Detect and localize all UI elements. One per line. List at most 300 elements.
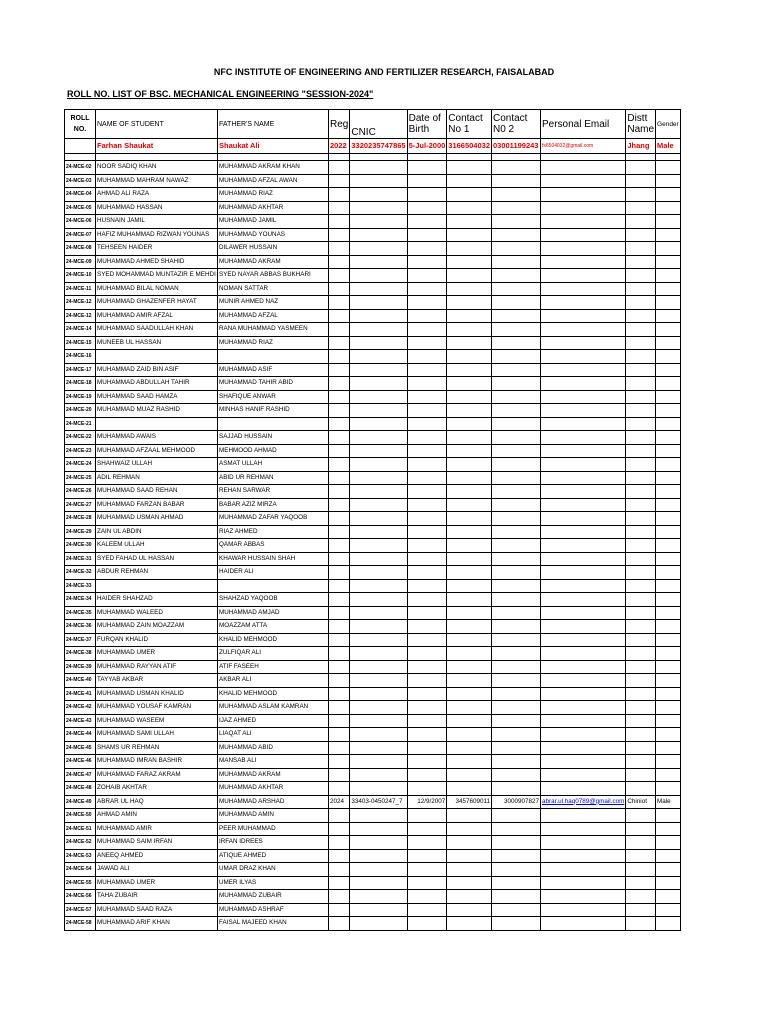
roll-cell: 24-MCE-43 bbox=[65, 714, 96, 728]
reg-cell bbox=[329, 890, 350, 904]
reg-cell bbox=[329, 201, 350, 215]
contact2-cell bbox=[492, 350, 541, 364]
roll-cell: 24-MCE-46 bbox=[65, 755, 96, 769]
roll-cell: 24-MCE-28 bbox=[65, 512, 96, 526]
header-dob: Date of Birth bbox=[407, 110, 447, 139]
reg-cell bbox=[329, 863, 350, 877]
name-cell: HUSNAIN JAMIL bbox=[96, 215, 218, 229]
cnic-cell bbox=[350, 471, 407, 485]
gender-cell bbox=[656, 863, 681, 877]
email-cell bbox=[541, 539, 626, 553]
contact2-cell bbox=[492, 309, 541, 323]
gender-cell bbox=[656, 390, 681, 404]
distt-cell bbox=[626, 863, 656, 877]
name-cell: MUHAMMAD YOUSAF KAMRAN bbox=[96, 701, 218, 715]
gender-cell bbox=[656, 309, 681, 323]
dob-cell bbox=[407, 863, 447, 877]
gender-cell bbox=[656, 809, 681, 823]
cnic-cell bbox=[350, 458, 407, 472]
cnic-cell bbox=[350, 822, 407, 836]
contact1-cell bbox=[447, 404, 492, 418]
contact1-cell bbox=[447, 201, 492, 215]
contact1-cell bbox=[447, 296, 492, 310]
father-cell: PEER MUHAMMAD bbox=[218, 822, 329, 836]
name-cell: SHAMS UR REHMAN bbox=[96, 741, 218, 755]
email-cell bbox=[541, 863, 626, 877]
contact1-cell bbox=[447, 890, 492, 904]
roll-cell: 24-MCE-09 bbox=[65, 255, 96, 269]
contact1-cell bbox=[447, 471, 492, 485]
contact2-cell bbox=[492, 188, 541, 202]
reg-cell bbox=[329, 242, 350, 256]
table-row bbox=[65, 890, 681, 904]
contact1-cell bbox=[447, 633, 492, 647]
contact1-cell bbox=[447, 606, 492, 620]
roll-cell: 24-MCE-16 bbox=[65, 350, 96, 364]
cnic-cell bbox=[350, 660, 407, 674]
distt-cell bbox=[626, 161, 656, 175]
father-cell: MUHAMMAD AKHTAR bbox=[218, 201, 329, 215]
email-cell bbox=[541, 350, 626, 364]
contact1-cell bbox=[447, 485, 492, 499]
gender-cell bbox=[656, 728, 681, 742]
table-row bbox=[65, 566, 681, 580]
name-cell: MUHAMMAD SAAD RAZA bbox=[96, 903, 218, 917]
contact1-cell bbox=[447, 512, 492, 526]
reg-cell bbox=[329, 674, 350, 688]
distt-cell bbox=[626, 336, 656, 350]
dob-cell bbox=[407, 350, 447, 364]
distt-cell bbox=[626, 849, 656, 863]
reg-cell bbox=[329, 431, 350, 445]
father-cell: MUHAMMAD ARSHAD bbox=[218, 795, 329, 809]
cnic-cell bbox=[350, 849, 407, 863]
gender-cell bbox=[656, 174, 681, 188]
name-cell: MUHAMMAD USMAN AHMAD bbox=[96, 512, 218, 526]
sample-contact2: 03001199243 bbox=[492, 139, 541, 154]
email-cell bbox=[541, 390, 626, 404]
cnic-cell bbox=[350, 687, 407, 701]
father-cell: MUHAMMAD JAMIL bbox=[218, 215, 329, 229]
distt-cell bbox=[626, 296, 656, 310]
table-row bbox=[65, 485, 681, 499]
cnic-cell bbox=[350, 377, 407, 391]
name-cell: AHMAD AMIN bbox=[96, 809, 218, 823]
name-cell bbox=[96, 579, 218, 593]
roll-cell: 24-MCE-14 bbox=[65, 323, 96, 337]
email-cell bbox=[541, 498, 626, 512]
reg-cell bbox=[329, 336, 350, 350]
contact2-cell bbox=[492, 431, 541, 445]
distt-cell bbox=[626, 350, 656, 364]
name-cell: MUHAMMAD AMIR bbox=[96, 822, 218, 836]
email-cell bbox=[541, 188, 626, 202]
reg-cell bbox=[329, 390, 350, 404]
dob-cell bbox=[407, 485, 447, 499]
contact2-cell bbox=[492, 161, 541, 175]
roll-cell: 24-MCE-20 bbox=[65, 404, 96, 418]
reg-cell bbox=[329, 296, 350, 310]
email-cell bbox=[541, 282, 626, 296]
roll-cell: 24-MCE-27 bbox=[65, 498, 96, 512]
father-cell: RIAZ AHMED bbox=[218, 525, 329, 539]
contact1-cell bbox=[447, 498, 492, 512]
header-contact2: Contact N0 2 bbox=[492, 110, 541, 139]
cnic-cell bbox=[350, 431, 407, 445]
contact1-cell bbox=[447, 525, 492, 539]
distt-cell bbox=[626, 417, 656, 431]
email-cell[interactable]: abrar.ul.haq0789@gmail.com bbox=[541, 795, 626, 809]
contact2-cell bbox=[492, 714, 541, 728]
reg-cell bbox=[329, 579, 350, 593]
name-cell: MUHAMMAD GHAZENFER HAYAT bbox=[96, 296, 218, 310]
cnic-cell bbox=[350, 903, 407, 917]
table-row bbox=[65, 309, 681, 323]
dob-cell bbox=[407, 404, 447, 418]
contact1-cell bbox=[447, 741, 492, 755]
dob-cell bbox=[407, 890, 447, 904]
table-row bbox=[65, 404, 681, 418]
father-cell: IRFAN IDREES bbox=[218, 836, 329, 850]
distt-cell bbox=[626, 714, 656, 728]
distt-cell bbox=[626, 174, 656, 188]
email-cell bbox=[541, 903, 626, 917]
cnic-cell bbox=[350, 485, 407, 499]
father-cell: MUHAMMAD RIAZ bbox=[218, 188, 329, 202]
contact1-cell bbox=[447, 755, 492, 769]
header-email: Personal Email bbox=[541, 110, 626, 139]
email-cell bbox=[541, 201, 626, 215]
contact1-cell bbox=[447, 269, 492, 283]
roll-cell: 24-MCE-49 bbox=[65, 795, 96, 809]
cnic-cell bbox=[350, 782, 407, 796]
table-row bbox=[65, 863, 681, 877]
contact1-cell bbox=[447, 323, 492, 337]
roll-cell: 24-MCE-22 bbox=[65, 431, 96, 445]
father-cell: REHAN SARWAR bbox=[218, 485, 329, 499]
dob-cell bbox=[407, 242, 447, 256]
distt-cell bbox=[626, 323, 656, 337]
contact1-cell bbox=[447, 917, 492, 931]
father-cell: NOMAN SATTAR bbox=[218, 282, 329, 296]
header-cnic: CNIC bbox=[350, 110, 407, 139]
distt-cell bbox=[626, 593, 656, 607]
contact1-cell bbox=[447, 701, 492, 715]
table-row bbox=[65, 417, 681, 431]
roll-cell: 24-MCE-26 bbox=[65, 485, 96, 499]
roll-cell: 24-MCE-48 bbox=[65, 782, 96, 796]
reg-cell bbox=[329, 849, 350, 863]
father-cell: MUHAMMAD AKHTAR bbox=[218, 782, 329, 796]
cnic-cell bbox=[350, 242, 407, 256]
name-cell: MUHAMMAD MAHRAM NAWAZ bbox=[96, 174, 218, 188]
cnic-cell bbox=[350, 633, 407, 647]
email-cell bbox=[541, 215, 626, 229]
father-cell: BABAR AZIZ MIRZA bbox=[218, 498, 329, 512]
contact2-cell bbox=[492, 606, 541, 620]
contact2-cell bbox=[492, 498, 541, 512]
contact2-cell bbox=[492, 417, 541, 431]
gender-cell bbox=[656, 782, 681, 796]
sample-name: Farhan Shaukat bbox=[96, 139, 218, 154]
contact1-cell bbox=[447, 228, 492, 242]
cnic-cell bbox=[350, 917, 407, 931]
contact1-cell bbox=[447, 431, 492, 445]
gender-cell bbox=[656, 431, 681, 445]
dob-cell bbox=[407, 755, 447, 769]
dob-cell bbox=[407, 417, 447, 431]
contact1-cell bbox=[447, 336, 492, 350]
roll-cell: 24-MCE-12 bbox=[65, 296, 96, 310]
reg-cell bbox=[329, 525, 350, 539]
table-row bbox=[65, 444, 681, 458]
email-cell bbox=[541, 849, 626, 863]
email-cell bbox=[541, 660, 626, 674]
sample-row bbox=[65, 139, 681, 154]
gender-cell bbox=[656, 849, 681, 863]
header-gender: Gender bbox=[656, 110, 681, 139]
contact2-cell bbox=[492, 174, 541, 188]
email-cell bbox=[541, 485, 626, 499]
gender-cell bbox=[656, 377, 681, 391]
roll-cell: 24-MCE-45 bbox=[65, 741, 96, 755]
father-cell: MUHAMMAD AKRAM bbox=[218, 255, 329, 269]
distt-cell bbox=[626, 660, 656, 674]
gender-cell bbox=[656, 498, 681, 512]
dob-cell bbox=[407, 849, 447, 863]
reg-cell bbox=[329, 377, 350, 391]
reg-cell bbox=[329, 255, 350, 269]
email-cell bbox=[541, 755, 626, 769]
cnic-cell bbox=[350, 539, 407, 553]
gender-cell bbox=[656, 701, 681, 715]
distt-cell bbox=[626, 201, 656, 215]
roll-cell: 24-MCE-04 bbox=[65, 188, 96, 202]
distt-cell bbox=[626, 242, 656, 256]
distt-cell bbox=[626, 512, 656, 526]
table-row bbox=[65, 188, 681, 202]
roll-cell: 24-MCE-52 bbox=[65, 836, 96, 850]
father-cell: RANA MUHAMMAD YASMEEN bbox=[218, 323, 329, 337]
dob-cell: 12/9/2007 bbox=[407, 795, 447, 809]
reg-cell bbox=[329, 687, 350, 701]
email-cell bbox=[541, 836, 626, 850]
reg-cell bbox=[329, 363, 350, 377]
table-row bbox=[65, 701, 681, 715]
roll-cell: 24-MCE-08 bbox=[65, 242, 96, 256]
reg-cell bbox=[329, 876, 350, 890]
cnic-cell bbox=[350, 768, 407, 782]
header-name: NAME OF STUDENT bbox=[96, 110, 218, 139]
father-cell: ATIF FASEEH bbox=[218, 660, 329, 674]
distt-cell bbox=[626, 701, 656, 715]
dob-cell bbox=[407, 458, 447, 472]
table-row bbox=[65, 660, 681, 674]
reg-cell bbox=[329, 161, 350, 175]
name-cell: SYED FAHAD UL HASSAN bbox=[96, 552, 218, 566]
dob-cell bbox=[407, 674, 447, 688]
contact2-cell bbox=[492, 863, 541, 877]
contact1-cell bbox=[447, 660, 492, 674]
dob-cell bbox=[407, 431, 447, 445]
spacer-row bbox=[65, 154, 681, 161]
contact1-cell bbox=[447, 903, 492, 917]
email-cell bbox=[541, 404, 626, 418]
distt-cell bbox=[626, 606, 656, 620]
dob-cell bbox=[407, 647, 447, 661]
distt-cell bbox=[626, 647, 656, 661]
gender-cell bbox=[656, 525, 681, 539]
cnic-cell bbox=[350, 228, 407, 242]
cnic-cell bbox=[350, 714, 407, 728]
contact1-cell bbox=[447, 728, 492, 742]
distt-cell bbox=[626, 525, 656, 539]
table-row bbox=[65, 282, 681, 296]
reg-cell bbox=[329, 417, 350, 431]
contact1-cell bbox=[447, 822, 492, 836]
father-cell bbox=[218, 579, 329, 593]
roll-cell: 24-MCE-34 bbox=[65, 593, 96, 607]
sample-email: fs6504032@gmail.com bbox=[541, 139, 626, 154]
cnic-cell bbox=[350, 876, 407, 890]
distt-cell bbox=[626, 404, 656, 418]
father-cell bbox=[218, 417, 329, 431]
dob-cell bbox=[407, 606, 447, 620]
contact2-cell bbox=[492, 269, 541, 283]
reg-cell bbox=[329, 539, 350, 553]
contact2-cell bbox=[492, 647, 541, 661]
name-cell: MUHAMMAD AHMED SHAHID bbox=[96, 255, 218, 269]
roll-cell: 24-MCE-11 bbox=[65, 282, 96, 296]
roll-cell: 24-MCE-40 bbox=[65, 674, 96, 688]
contact1-cell bbox=[447, 809, 492, 823]
name-cell: MUHAMMAD SAADULLAH KHAN bbox=[96, 323, 218, 337]
table-row bbox=[65, 579, 681, 593]
cnic-cell bbox=[350, 674, 407, 688]
table-row bbox=[65, 876, 681, 890]
contact2-cell bbox=[492, 809, 541, 823]
reg-cell bbox=[329, 282, 350, 296]
cnic-cell bbox=[350, 269, 407, 283]
reg-cell bbox=[329, 755, 350, 769]
name-cell: MUHAMMAD UMER bbox=[96, 876, 218, 890]
contact1-cell bbox=[447, 782, 492, 796]
dob-cell bbox=[407, 768, 447, 782]
table-row bbox=[65, 431, 681, 445]
contact1-cell bbox=[447, 363, 492, 377]
contact1-cell bbox=[447, 768, 492, 782]
roll-number-table bbox=[64, 109, 681, 931]
dob-cell bbox=[407, 188, 447, 202]
name-cell: MUHAMMAD FARZAN BABAR bbox=[96, 498, 218, 512]
roll-cell: 24-MCE-53 bbox=[65, 849, 96, 863]
header-reg: Reg bbox=[329, 110, 350, 139]
contact1-cell bbox=[447, 174, 492, 188]
table-row bbox=[65, 323, 681, 337]
sample-cnic: 3320235747865 bbox=[350, 139, 407, 154]
father-cell: ABID UR REHMAN bbox=[218, 471, 329, 485]
email-cell bbox=[541, 417, 626, 431]
email-cell bbox=[541, 161, 626, 175]
sample-reg: 2022 bbox=[329, 139, 350, 154]
gender-cell bbox=[656, 822, 681, 836]
dob-cell bbox=[407, 336, 447, 350]
name-cell: ZAIN UL ABDIN bbox=[96, 525, 218, 539]
table-row bbox=[65, 782, 681, 796]
reg-cell bbox=[329, 444, 350, 458]
contact2-cell bbox=[492, 255, 541, 269]
roll-cell: 24-MCE-58 bbox=[65, 917, 96, 931]
reg-cell bbox=[329, 485, 350, 499]
name-cell: MUHAMMAD SAAD REHAN bbox=[96, 485, 218, 499]
name-cell: SHAHWAIZ ULLAH bbox=[96, 458, 218, 472]
gender-cell bbox=[656, 242, 681, 256]
email-cell bbox=[541, 647, 626, 661]
father-cell: MUNIR AHMED NAZ bbox=[218, 296, 329, 310]
table-row bbox=[65, 741, 681, 755]
contact2-cell bbox=[492, 903, 541, 917]
name-cell: JAWAD ALI bbox=[96, 863, 218, 877]
roll-cell: 24-MCE-18 bbox=[65, 377, 96, 391]
name-cell: MUHAMMAD AFZAAL MEHMOOD bbox=[96, 444, 218, 458]
gender-cell bbox=[656, 444, 681, 458]
reg-cell bbox=[329, 228, 350, 242]
father-cell: MUHAMMAD RIAZ bbox=[218, 336, 329, 350]
name-cell bbox=[96, 417, 218, 431]
email-cell bbox=[541, 458, 626, 472]
sample-gender: Male bbox=[656, 139, 681, 154]
name-cell: MUHAMMAD SAMI ULLAH bbox=[96, 728, 218, 742]
dob-cell bbox=[407, 809, 447, 823]
gender-cell bbox=[656, 485, 681, 499]
cnic-cell bbox=[350, 444, 407, 458]
header-father: FATHER'S NAME bbox=[218, 110, 329, 139]
table-row bbox=[65, 633, 681, 647]
roll-cell: 24-MCE-41 bbox=[65, 687, 96, 701]
table-row bbox=[65, 620, 681, 634]
cnic-cell bbox=[350, 188, 407, 202]
gender-cell bbox=[656, 755, 681, 769]
distt-cell bbox=[626, 282, 656, 296]
dob-cell bbox=[407, 309, 447, 323]
email-cell bbox=[541, 471, 626, 485]
email-cell bbox=[541, 242, 626, 256]
gender-cell bbox=[656, 471, 681, 485]
distt-cell bbox=[626, 498, 656, 512]
distt-cell bbox=[626, 485, 656, 499]
father-cell: MEHMOOD AHMAD bbox=[218, 444, 329, 458]
contact1-cell: 3457609011 bbox=[447, 795, 492, 809]
dob-cell bbox=[407, 539, 447, 553]
reg-cell bbox=[329, 566, 350, 580]
distt-cell bbox=[626, 917, 656, 931]
dob-cell bbox=[407, 620, 447, 634]
table-row bbox=[65, 714, 681, 728]
email-cell bbox=[541, 701, 626, 715]
contact2-cell bbox=[492, 660, 541, 674]
roll-cell: 24-MCE-21 bbox=[65, 417, 96, 431]
contact2-cell bbox=[492, 782, 541, 796]
gender-cell bbox=[656, 215, 681, 229]
cnic-cell bbox=[350, 552, 407, 566]
contact2-cell bbox=[492, 741, 541, 755]
name-cell: MUHAMMAD RAYYAN ATIF bbox=[96, 660, 218, 674]
father-cell: KHALID MEHMOOD bbox=[218, 633, 329, 647]
sample-distt: Jhang bbox=[626, 139, 656, 154]
name-cell: MUHAMMAD BILAL NOMAN bbox=[96, 282, 218, 296]
reg-cell bbox=[329, 188, 350, 202]
roll-cell: 24-MCE-06 bbox=[65, 215, 96, 229]
